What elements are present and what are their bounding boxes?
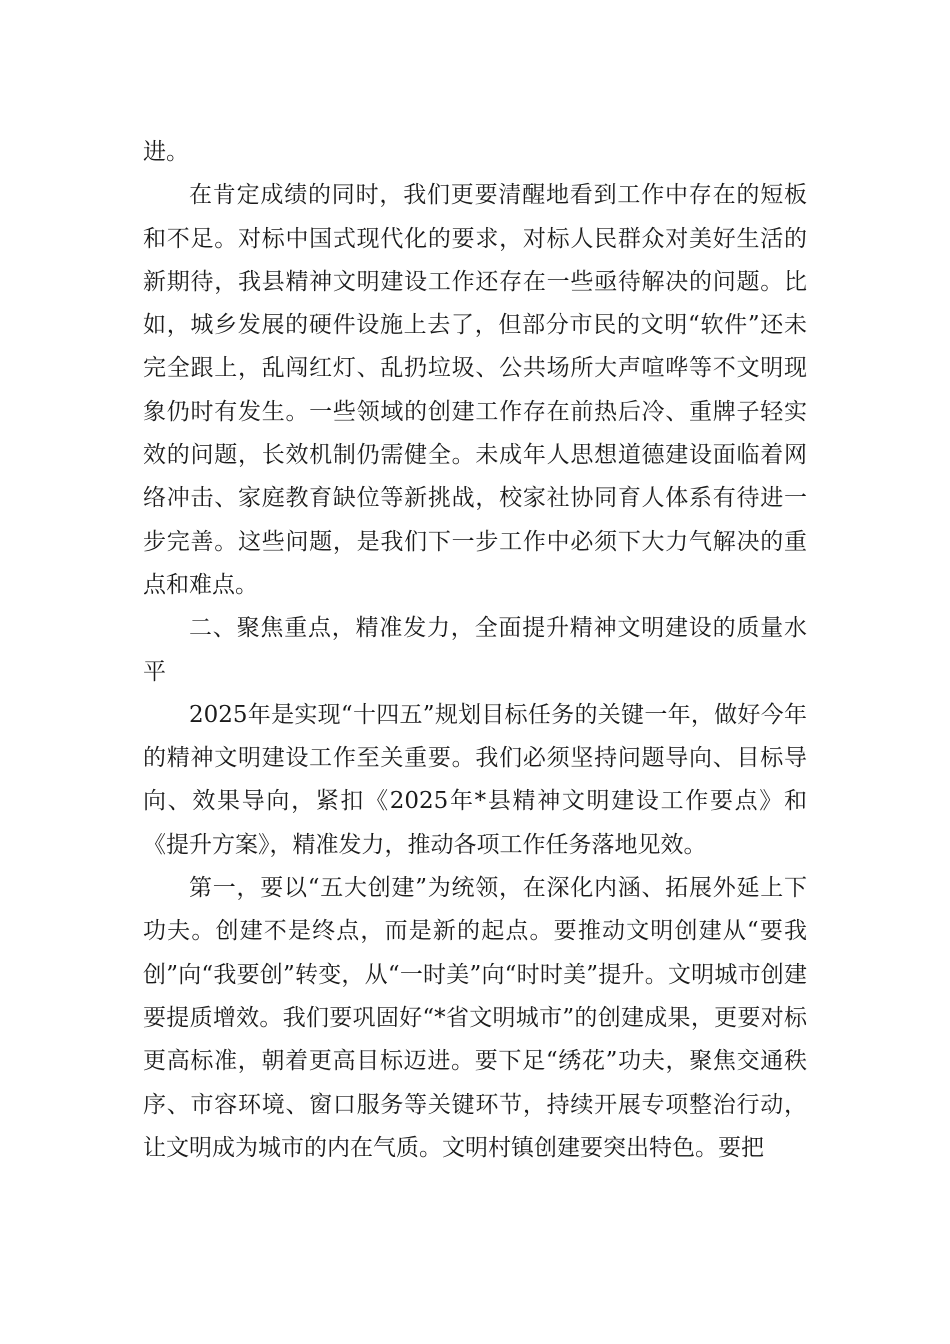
paragraph-continuation: 进。 <box>143 139 189 165</box>
section-heading-two: 二、聚焦重点，精准发力，全面提升精神文明建设的质量水平 <box>143 615 807 685</box>
paragraph-2025-goals: 2025年是实现“十四五”规划目标任务的关键一年，做好今年的精神文明建设工作至关重要。我们必须坚持问题导向、目标导向、效果导向，紧扣《2025年*县精神文明建设工作要点》和《提升方案》，精准发力，推动各项工作任务落地见效。 <box>143 701 807 858</box>
document-body <box>143 131 807 1170</box>
paragraph-shortcomings: 在肯定成绩的同时，我们更要清醒地看到工作中存在的短板和不足。对标中国式现代化的要求，对标人民群众对美好生活的新期待，我县精神文明建设工作还存在一些亟待解决的问题。比如，城乡发展的硬件设施上去了，但部分市民的文明“软件”还未完全跟上，乱闯红灯、乱扔垃圾、公共场所大声喧哗等不文明现象仍时有发生。一些领域的创建工作存在前热后冷、重牌子轻实效的问题，长效机制仍需健全。未成年人思想道德建设面临着网络冲击、家庭教育缺位等新挑战，校家社协同育人体系有待进一步完善。这些问题，是我们下一步工作中必须下大力气解决的重点和难点。 <box>143 182 807 598</box>
paragraph-five-creations: 第一，要以“五大创建”为统领，在深化内涵、拓展外延上下功夫。创建不是终点，而是新的起点。要推动文明创建从“要我创”向“我要创”转变，从“一时美”向“时时美”提升。文明城市创建要提质增效。我们要巩固好“*省文明城市”的创建成果，更要对标更高标准，朝着更高目标迈进。要下足“绣花”功夫，聚焦交通秩序、市容环境、窗口服务等关键环节，持续开展专项整治行动，让文明成为城市的内在气质。文明村镇创建要突出特色。要把 <box>143 875 807 1161</box>
